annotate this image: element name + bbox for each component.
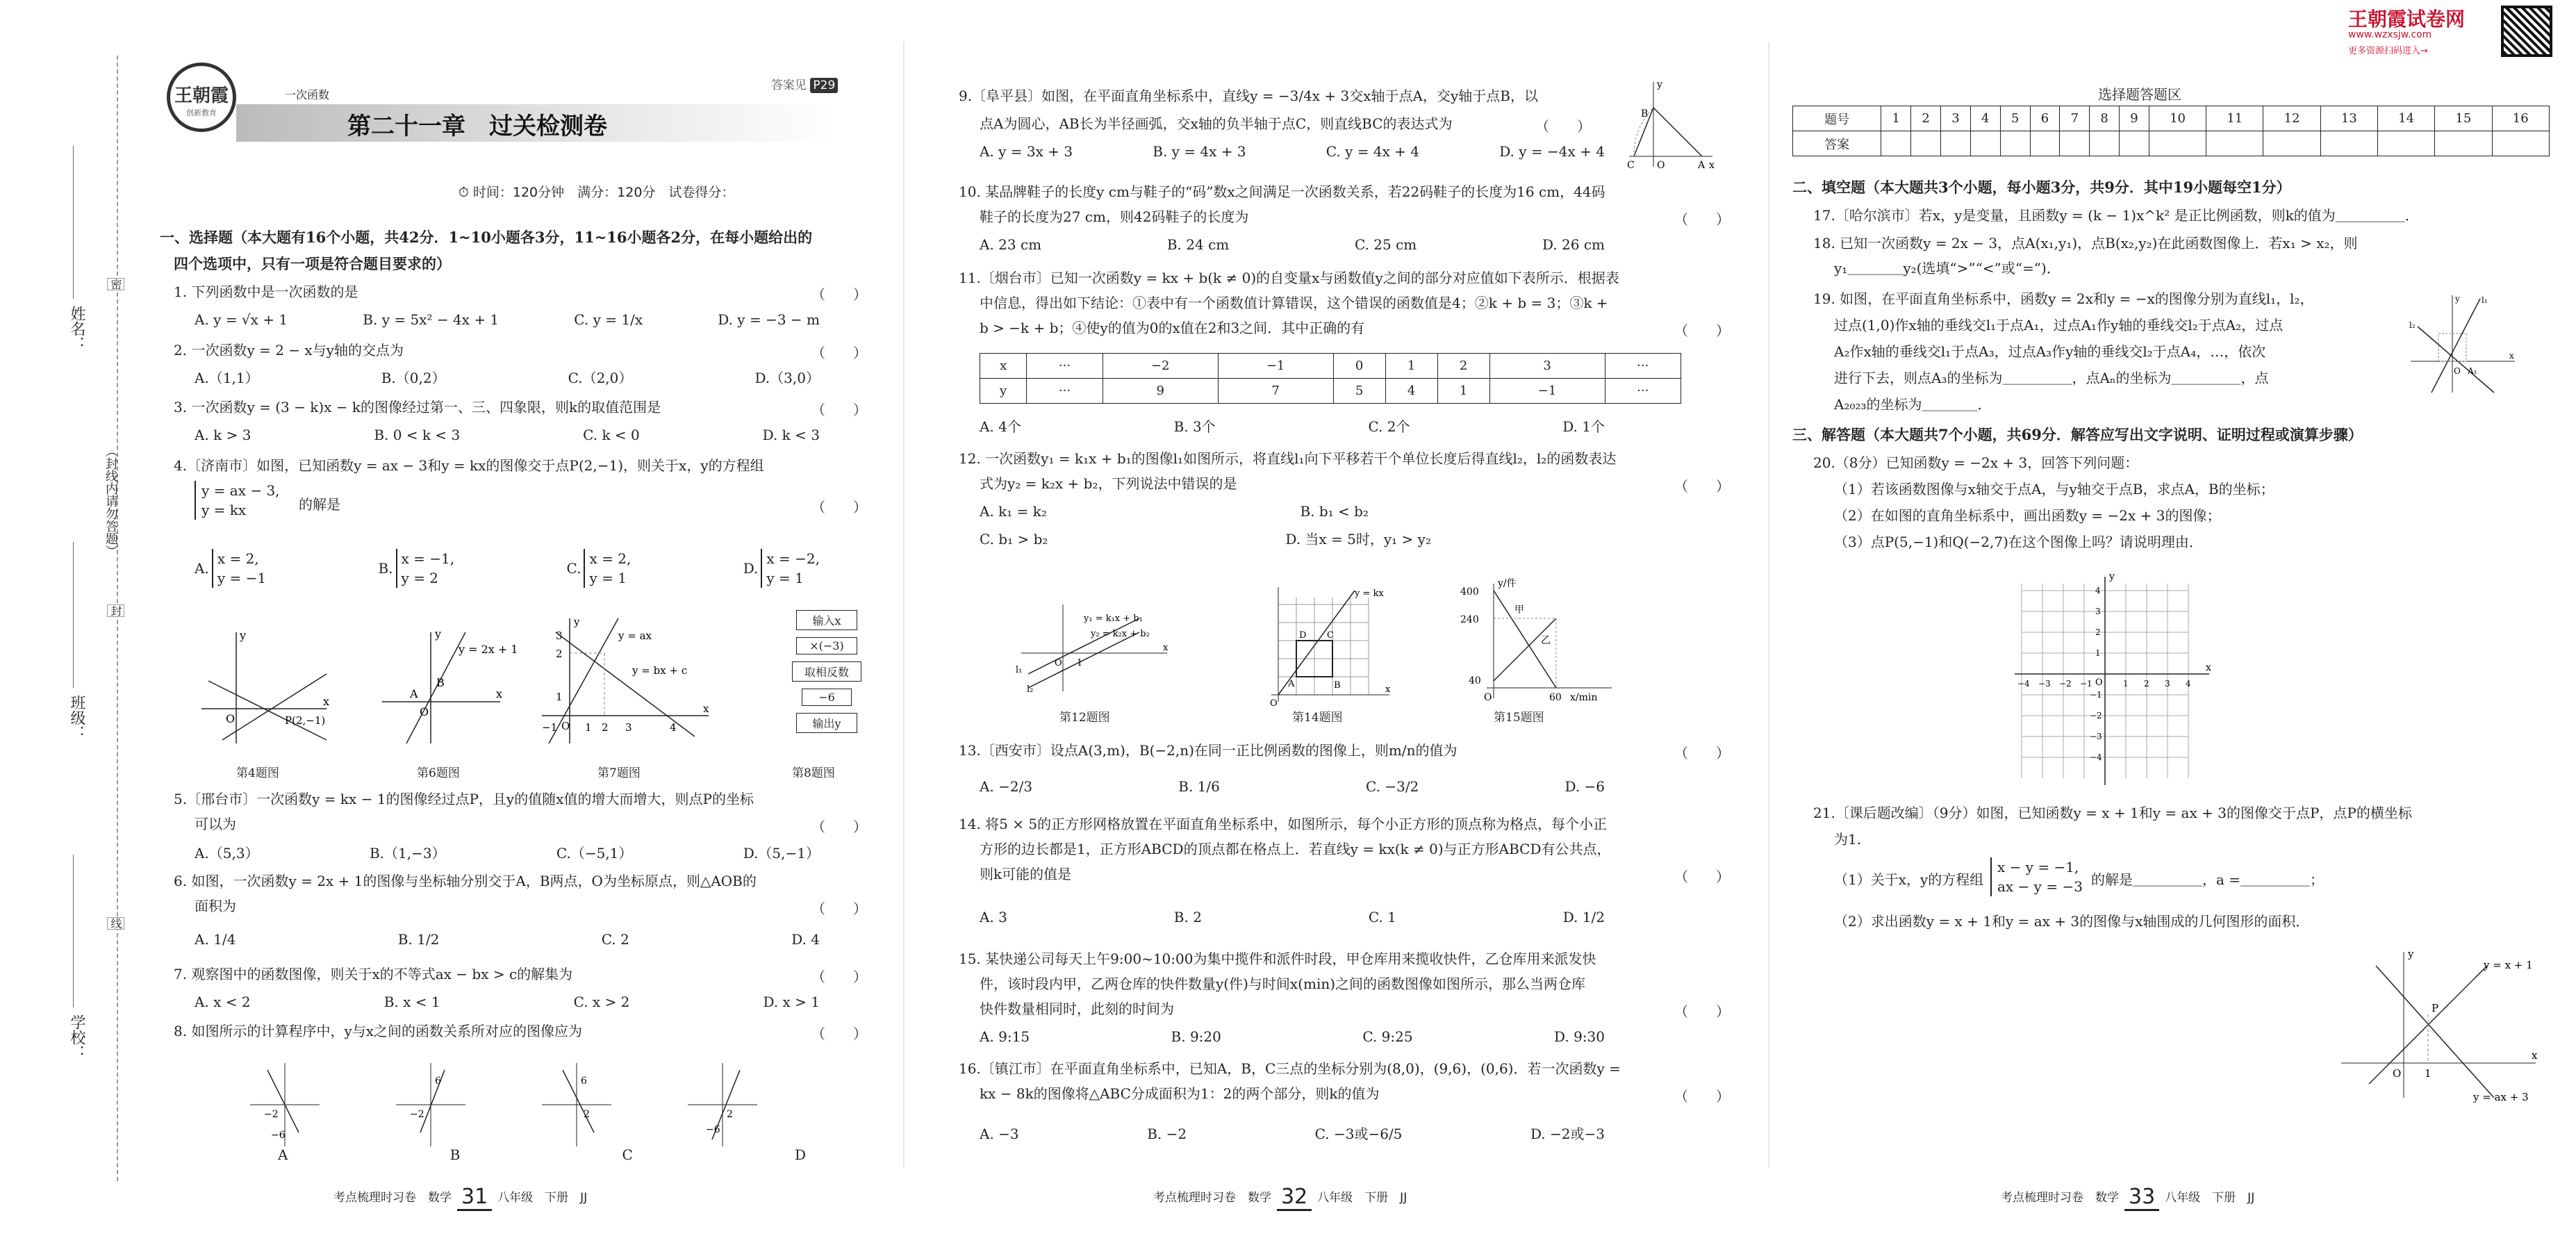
svg-text:−2: −2 (264, 1109, 279, 1120)
answer-cell[interactable] (2492, 131, 2549, 156)
svg-text:A₁: A₁ (2468, 366, 2477, 376)
question-19-b: 过点(1,0)作x轴的垂线交l₁于点A₁，过点A₁作y轴的垂线交l₂于点A₂，过点 (1834, 317, 2284, 334)
caption-fig8: 第8题图 (792, 766, 835, 780)
svg-text:O: O (2454, 366, 2461, 376)
q12-options-1: A. k₁ = k₂ B. b₁ < b₂ (980, 503, 1369, 520)
section-1-heading-b: 四个选项中，只有一项是符合题目要求的） (174, 255, 451, 272)
question-21-part2: （2）求出函数y = x + 1和y = ax + 3的图像与x轴围成的几何图形的面积． (1834, 913, 2310, 930)
svg-text:1: 1 (2095, 648, 2101, 658)
question-5: 5.〔邢台市〕一次函数y = kx − 1的图像经过点P，且y的值随x值的增大而增大，则点P的坐标 (174, 791, 754, 807)
svg-text:1: 1 (1077, 658, 1083, 668)
answer-paren: （ ） (811, 402, 867, 418)
brand-name: 王朝霞试卷网 (2348, 8, 2466, 31)
question-18-b: y₁＿＿＿＿y₂(选填“>”“<”或“=”)． (1834, 260, 2061, 277)
answer-ref: 答案见 P29 (771, 75, 838, 92)
answer-cell[interactable] (2320, 131, 2377, 156)
svg-text:x: x (1709, 160, 1715, 171)
footer: 考点梳理时习卷 数学 33 八年级 下册 JJ (2001, 1185, 2254, 1211)
class-label: 班级： (68, 695, 85, 741)
svg-text:1: 1 (556, 691, 563, 703)
q15-options: A. 9:15 B. 9:20 C. 9:25 D. 9:30 (980, 1028, 1605, 1045)
clock-icon: ⏱ (459, 185, 469, 200)
question-20-c: （3）点P(5,−1)和Q(−2,7)在这个图像上吗？请说明理由． (1834, 534, 2203, 550)
svg-text:B: B (1641, 108, 1649, 120)
svg-text:y: y (2408, 948, 2414, 960)
svg-text:y: y (1657, 79, 1662, 90)
question-20-a: （1）若该函数图像与x轴交于点A，与y轴交于点B，求点A，B的坐标； (1834, 481, 2274, 497)
answer-paren: （ ） (1674, 869, 1730, 885)
logo-text: 王朝霞 (174, 85, 229, 106)
q11-value-table (980, 353, 1681, 404)
seal-mark-2: 封 (107, 604, 124, 617)
q5-options: A.（5,3） B.（1,−3） C.（−5,1） D.（5,−1） (195, 845, 820, 862)
svg-text:D: D (1299, 630, 1307, 641)
svg-text:1: 1 (2123, 679, 2129, 689)
svg-text:x/min: x/min (1570, 692, 1598, 703)
svg-text:y: y (240, 629, 247, 642)
answer-cell[interactable] (2435, 131, 2492, 156)
page-title: 第二十一章 过关检测卷 (347, 113, 607, 140)
question-15: 15. 某快递公司每天上午9:00~10:00为集中揽件和派件时段，甲仓库用来揽收快件，乙仓库用来派发快 (959, 950, 1596, 967)
q13-options: A. −2/3 B. 1/6 C. −3/2 D. −6 (980, 778, 1605, 795)
svg-text:400: 400 (1460, 586, 1479, 598)
svg-text:C: C (1327, 630, 1334, 641)
svg-text:O: O (2095, 677, 2103, 688)
brand-url: www.wzxsjw.com (2348, 29, 2432, 40)
fig7-label-b: y = bx + c (632, 664, 688, 677)
option-d: D. y = −3 − m (718, 311, 820, 328)
answer-cell[interactable] (2030, 131, 2060, 156)
figure-q4 (195, 618, 333, 750)
question-1: 1. 下列函数中是一次函数的是 (174, 283, 358, 300)
name-label: 姓名： (68, 306, 85, 352)
answer-paren: （ ） (811, 969, 867, 985)
question-10: 10. 某品牌鞋子的长度y cm与鞋子的“码”数x之间满足一次函数关系，若22码鞋子的长度为16 cm，44码 (959, 183, 1605, 200)
svg-text:A: A (410, 687, 418, 700)
svg-text:−2: −2 (410, 1109, 424, 1120)
answer-page-badge: P29 (810, 78, 838, 93)
svg-text:−1: −1 (2090, 690, 2102, 700)
question-14: 14. 将5 × 5的正方形网格放置在平面直角坐标系中，如图所示，每个小正方形的顶点称为格点，每个小正 (959, 816, 1608, 832)
svg-text:B: B (1334, 680, 1341, 691)
question-19-c: A₂作x轴的垂线交l₁于点A₃，过点A₃作y轴的垂线交l₂于点A₄，…，依次 (1834, 343, 2266, 360)
fig6-line-label: y = 2x + 1 (459, 643, 518, 656)
caption-fig15: 第15题图 (1494, 711, 1544, 725)
page-32 (959, 0, 1730, 1243)
question-9-b: 点A为圆心，AB长为半径画弧，交x轴的负半轴于点C，则直线BC的表达式为 (980, 115, 1453, 132)
svg-text:A: A (1288, 679, 1295, 689)
q4-tail: 的解是 (299, 496, 340, 513)
table-row: y ··· 9 7 5 4 1 −1 ··· (980, 379, 1681, 404)
svg-text:P(2,−1): P(2,−1) (285, 714, 326, 727)
seal-mark-3: 线 (107, 917, 124, 930)
figure-q12 (1014, 598, 1174, 695)
figure-q20-grid (2001, 570, 2223, 792)
figure-q7 (535, 611, 716, 750)
graph-d (688, 1063, 757, 1146)
page-33 (1792, 0, 2557, 1243)
svg-text:y = kx: y = kx (1355, 588, 1384, 599)
svg-text:y/件: y/件 (1498, 578, 1517, 589)
answer-paren: （ ） (1674, 1088, 1730, 1105)
question-11-c: b > −k + b；④使y的值为0的x值在2和3之间．其中正确的有 (980, 320, 1365, 336)
question-14-c: 则k可能的值是 (980, 866, 1072, 882)
answer-paren: （ ） (811, 499, 867, 516)
svg-text:1: 1 (2425, 1067, 2431, 1080)
column-divider (903, 42, 905, 1167)
svg-text:O: O (1484, 692, 1492, 703)
seal-note: （封线内请勿答题） (104, 445, 118, 557)
svg-text:y: y (435, 627, 442, 641)
svg-text:C: C (1627, 160, 1635, 171)
svg-text:乙: 乙 (1541, 635, 1551, 646)
svg-text:−2: −2 (2090, 711, 2102, 721)
figure-q15 (1459, 577, 1619, 709)
svg-text:4: 4 (2186, 679, 2191, 689)
option-b: B. y = 5x² − 4x + 1 (363, 311, 499, 328)
svg-text:240: 240 (1460, 614, 1479, 625)
page-number: 31 (457, 1185, 492, 1211)
option-a: A. y = √x + 1 (195, 311, 288, 328)
figure-q9 (1626, 76, 1716, 174)
svg-text:60: 60 (1549, 692, 1562, 703)
svg-text:y: y (2109, 571, 2115, 582)
figure-q8-flowchart: 输入x ×(−3) 取相反数 −6 输出y (792, 610, 861, 733)
question-3: 3. 一次函数y = (3 − k)x − k的图像经过第一、三、四象限，则k的取值范围是 (174, 399, 661, 415)
svg-text:4: 4 (670, 721, 677, 734)
svg-text:4: 4 (2095, 586, 2101, 595)
svg-text:−1: −1 (542, 721, 558, 734)
q21-system: x − y = −1, ax − y = −3 (1990, 857, 2083, 896)
seal-mark-1: 密 (107, 278, 124, 290)
svg-text:−3: −3 (2038, 679, 2051, 689)
question-21: 21.〔课后题改编〕（9分）如图，已知函数y = x + 1和y = ax + 3的图像交于点P，点P的横坐标 (1813, 805, 2412, 821)
page-31 (160, 0, 882, 1243)
svg-text:O: O (1055, 658, 1062, 668)
svg-text:1: 1 (585, 721, 592, 734)
svg-text:x: x (1385, 684, 1391, 695)
q10-options: A. 23 cm B. 24 cm C. 25 cm D. 26 cm (980, 236, 1605, 253)
answer-cell[interactable] (1911, 131, 1941, 156)
question-21-part1-answer: 的解是＿＿＿＿＿，a =＿＿＿＿＿； (2091, 871, 2325, 888)
caption-fig14: 第14题图 (1292, 711, 1343, 725)
answer-cell[interactable] (2149, 131, 2206, 156)
exam-meta: ⏱ 时间：120分钟 满分：120分 试卷得分： (459, 185, 735, 200)
graph-b (396, 1063, 465, 1146)
svg-text:O: O (2393, 1067, 2402, 1080)
question-20-b: （2）在如图的直角坐标系中，画出函数y = −2x + 3的图像； (1834, 507, 2221, 524)
footer: 考点梳理时习卷 数学 31 八年级 下册 JJ (333, 1185, 587, 1211)
svg-text:40: 40 (1469, 675, 1481, 686)
figure-q21 (2334, 945, 2543, 1105)
section-2-heading: 二、填空题（本大题共3个小题，每小题3分，共9分．其中19小题每空1分） (1792, 179, 2291, 196)
answer-paren: （ ） (1535, 118, 1591, 135)
q7-options: A. x < 2 B. x < 1 C. x > 2 D. x > 1 (195, 994, 820, 1010)
q1-options (195, 306, 820, 334)
page-number: 33 (2124, 1185, 2159, 1211)
q12-options-2: C. b₁ > b₂ D. 当x = 5时，y₁ > y₂ (980, 531, 1431, 548)
q4-system: y = ax − 3, y = kx (195, 481, 280, 520)
answer-cell[interactable] (2060, 131, 2090, 156)
q14-options: A. 3 B. 2 C. 1 D. 1/2 (980, 909, 1605, 925)
answer-cell[interactable] (2000, 131, 2030, 156)
question-21-b: 为1. (1834, 831, 1862, 848)
svg-text:B: B (436, 676, 445, 689)
svg-text:3: 3 (2095, 607, 2101, 616)
question-19: 19. 如图，在平面直角坐标系中，函数y = 2x和y = −x的图像分别为直线l₁，l₂， (1813, 290, 2314, 307)
question-7: 7. 观察图中的函数图像，则关于x的不等式ax − bx > c的解集为 (174, 966, 573, 982)
figure-q6 (375, 618, 518, 750)
answer-cell[interactable] (2206, 131, 2263, 156)
question-19-e: A₂₀₂₃的坐标为＿＿＿＿． (1834, 396, 1992, 413)
question-16-b: kx − 8k的图像将△ABC分成面积为1：2的两个部分，则k的值为 (980, 1085, 1380, 1102)
section-3-heading: 三、解答题（本大题共7个小题，共69分．解答应写出文字说明、证明过程或演算步骤） (1792, 426, 2363, 443)
q11-options: A. 4个 B. 3个 C. 2个 D. 1个 (980, 418, 1605, 435)
answer-cell[interactable] (1970, 131, 2000, 156)
answer-cell[interactable] (2377, 131, 2434, 156)
svg-text:x: x (1163, 643, 1169, 653)
question-12: 12. 一次函数y₁ = k₁x + b₁的图像l₁如图所示，将直线l₁向下平移若干个单位长度后得直线l₂，l₂的函数表达 (959, 450, 1617, 467)
answer-cell[interactable] (1941, 131, 1971, 156)
svg-text:O: O (1270, 698, 1278, 709)
graph-c (542, 1063, 611, 1146)
question-9: 9.〔阜平县〕如图，在平面直角坐标系中，直线y = −3/4x + 3交x轴于点A，交y轴于点B，以 (959, 88, 1538, 104)
question-6: 6. 如图，一次函数y = 2x + 1的图像与坐标轴分别交于A，B两点，O为坐标原点，则△AOB的 (174, 873, 757, 889)
svg-text:2: 2 (584, 1109, 590, 1120)
q4-options: A. x = 2, y = −1 B. x = −1, y = 2 C. x = 2, y = 1 D. x = −2, y = 1 (195, 550, 820, 586)
svg-text:x: x (703, 702, 709, 715)
answer-cell[interactable] (1881, 131, 1911, 156)
question-15-b: 件，该时段内甲，乙两仓库的快件数量y(件)与时间x(min)之间的函数图像如图所示，那么当两仓库 (980, 976, 1586, 992)
q3-options: A. k > 3 B. 0 < k < 3 C. k < 0 D. k < 3 (195, 427, 820, 443)
question-8: 8. 如图所示的计算程序中，y与x之间的函数关系所对应的图像应为 (174, 1023, 583, 1039)
svg-text:3: 3 (625, 721, 632, 734)
svg-text:x: x (496, 687, 503, 700)
svg-text:x: x (2532, 1049, 2538, 1062)
svg-text:2: 2 (727, 1109, 733, 1120)
svg-text:y = x + 1: y = x + 1 (2484, 959, 2533, 971)
svg-text:P: P (2431, 1002, 2439, 1014)
q16-options: A. −3 B. −2 C. −3或−6/5 D. −2或−3 (980, 1126, 1605, 1142)
question-13: 13.〔西安市〕设点A(3,m)，B(−2,n)在同一正比例函数的图像上，则m/n的值为 (959, 742, 1458, 759)
column-divider (1768, 42, 1769, 1167)
q9-options: A. y = 3x + 3 B. y = 4x + 3 C. y = 4x + 4 D. y = −4x + 4 (980, 143, 1605, 160)
svg-text:O: O (420, 705, 429, 718)
table-row: x ··· −2 −1 0 1 2 3 ··· (980, 354, 1681, 379)
svg-text:−1: −1 (2080, 679, 2092, 689)
svg-text:A: A (1698, 160, 1706, 171)
question-18: 18. 已知一次函数y = 2x − 3，点A(x₁,y₁)，点B(x₂,y₂)在此函数图像上．若x₁ > x₂，则 (1813, 235, 2358, 252)
answer-paren: （ ） (811, 900, 867, 917)
question-11-b: 中信息，得出如下结论：①表中有一个函数值计算错误，这个错误的函数值是4；②k + b = 3；③k + (980, 295, 1608, 311)
svg-text:2: 2 (2095, 627, 2101, 637)
brand-block (2348, 3, 2557, 60)
page-number: 32 (1277, 1185, 1312, 1211)
question-19-d: 进行下去，则点A₃的坐标为＿＿＿＿＿，点Aₙ的坐标为＿＿＿＿＿，点 (1834, 370, 2269, 386)
svg-text:6: 6 (581, 1076, 587, 1087)
caption-fig12: 第12题图 (1059, 711, 1110, 725)
svg-text:−6: −6 (271, 1130, 286, 1141)
brand-slogan: 更多资源扫码进入→ (2348, 46, 2428, 56)
svg-text:2: 2 (556, 648, 563, 660)
svg-text:−4: −4 (2017, 679, 2030, 689)
answer-paren: （ ） (1674, 1003, 1730, 1020)
svg-text:O: O (226, 712, 236, 725)
svg-text:−2: −2 (2059, 679, 2072, 689)
q6-options: A. 1/4 B. 1/2 C. 2 D. 4 (195, 931, 820, 948)
answer-paren: （ ） (811, 818, 867, 835)
section-1-heading: 一、选择题（本大题有16个小题，共42分．1~10小题各3分，11~16小题各2分，在每小题给出的 (160, 229, 813, 246)
qr-code-icon (2501, 6, 2552, 57)
question-14-b: 方形的边长都是1，正方形ABCD的顶点都在格点上．若直线y = kx(k ≠ 0)与正方形ABCD有公共点， (980, 841, 1611, 857)
logo-subtext: 创新教育 (186, 108, 217, 117)
table-row: 答案 (1793, 131, 2550, 156)
svg-text:l₂: l₂ (1027, 684, 1034, 695)
svg-text:y₁ = k₁x + b₁: y₁ = k₁x + b₁ (1084, 614, 1143, 624)
option-c: C. y = 1/x (574, 311, 643, 328)
svg-text:y = ax + 3: y = ax + 3 (2473, 1091, 2529, 1103)
svg-text:O: O (561, 720, 570, 732)
unit-label: 一次函数 (285, 88, 330, 101)
figure-q14 (1257, 584, 1396, 709)
q2-options: A.（1,1） B.（0,2） C.（2,0） D.（3,0） (195, 370, 820, 386)
answer-cell[interactable] (2090, 131, 2120, 156)
svg-text:x: x (2206, 662, 2211, 673)
question-20: 20.（8分）已知函数y = −2x + 3，回答下列问题： (1813, 454, 2139, 471)
question-4: 4.〔济南市〕如图，已知函数y = ax − 3和y = kx的图像交于点P(2,−1)，则关于x，y的方程组 (174, 457, 764, 474)
graph-a (250, 1063, 320, 1146)
svg-text:2: 2 (2144, 679, 2149, 689)
svg-text:6: 6 (435, 1076, 441, 1087)
caption-fig7: 第7题图 (597, 766, 641, 780)
svg-text:−4: −4 (2090, 752, 2102, 762)
answer-cell[interactable] (2120, 131, 2149, 156)
footer: 考点梳理时习卷 数学 32 八年级 下册 JJ (1153, 1185, 1407, 1211)
question-15-c: 快件数量相同时，此刻的时间为 (980, 1001, 1174, 1017)
svg-text:甲: 甲 (1514, 604, 1524, 616)
logo (167, 63, 236, 132)
table-row: 题号 1 2 3 4 5 6 7 8 9 10 11 12 13 14 15 16 (1793, 106, 2550, 131)
question-6-b: 面积为 (195, 898, 236, 914)
answer-paren: （ ） (1674, 211, 1730, 228)
svg-text:3: 3 (2165, 679, 2170, 689)
question-11: 11.〔烟台市〕已知一次函数y = kx + b(k ≠ 0)的自变量x与函数值y之间的部分对应值如下表所示．根据表 (959, 270, 1619, 286)
question-16: 16.〔镇江市〕在平面直角坐标系中，已知A，B，C三点的坐标分别为(8,0)，(9,6)，(0,6)．若一次函数y = (959, 1060, 1621, 1077)
svg-text:x: x (323, 695, 330, 708)
svg-text:y: y (2455, 294, 2460, 304)
question-12-b: 式为y₂ = k₂x + b₂，下列说法中错误的是 (980, 475, 1237, 492)
question-5-b: 可以为 (195, 816, 236, 832)
question-2: 2. 一次函数y = 2 − x与y轴的交点为 (174, 342, 404, 359)
answer-paren: （ ） (1674, 745, 1730, 762)
svg-text:l₂: l₂ (2409, 320, 2416, 330)
answer-paren: （ ） (811, 1026, 867, 1042)
figure-q19 (2404, 292, 2522, 396)
question-17: 17.〔哈尔滨市〕若x，y是变量，且函数y = (k − 1)x^k² 是正比例函数，则k的值为＿＿＿＿＿． (1813, 207, 2419, 224)
question-10-b: 鞋子的长度为27 cm，则42码鞋子的长度为 (980, 208, 1249, 225)
answer-paren: （ ） (1674, 322, 1730, 339)
answer-paren: （ ） (1674, 478, 1730, 495)
answer-paren: （ ） (811, 345, 867, 361)
question-21-part1: （1）关于x，y的方程组 (1834, 871, 1984, 888)
answer-area-title: 选择题答题区 (2098, 86, 2181, 103)
school-label: 学校： (68, 1014, 85, 1060)
svg-text:y: y (574, 616, 580, 628)
svg-text:O: O (1657, 160, 1665, 171)
q8-option-labels: A B C D (278, 1146, 806, 1163)
svg-text:l₁: l₁ (2482, 295, 2488, 305)
answer-cell[interactable] (2263, 131, 2320, 156)
svg-text:3: 3 (556, 629, 563, 642)
svg-text:−6: −6 (706, 1124, 720, 1135)
svg-text:x: x (2509, 351, 2514, 361)
q8-option-graphs (243, 1056, 813, 1160)
fig7-label-a: y = ax (618, 629, 652, 642)
answer-grid (1792, 106, 2550, 156)
caption-fig6: 第6题图 (417, 766, 460, 780)
caption-fig4: 第4题图 (236, 766, 279, 780)
svg-text:y₂ = k₂x + b₂: y₂ = k₂x + b₂ (1091, 629, 1150, 639)
svg-text:−3: −3 (2090, 732, 2102, 741)
svg-text:l₁: l₁ (1016, 665, 1023, 675)
answer-paren: （ ） (811, 286, 867, 303)
svg-text:2: 2 (602, 721, 609, 734)
